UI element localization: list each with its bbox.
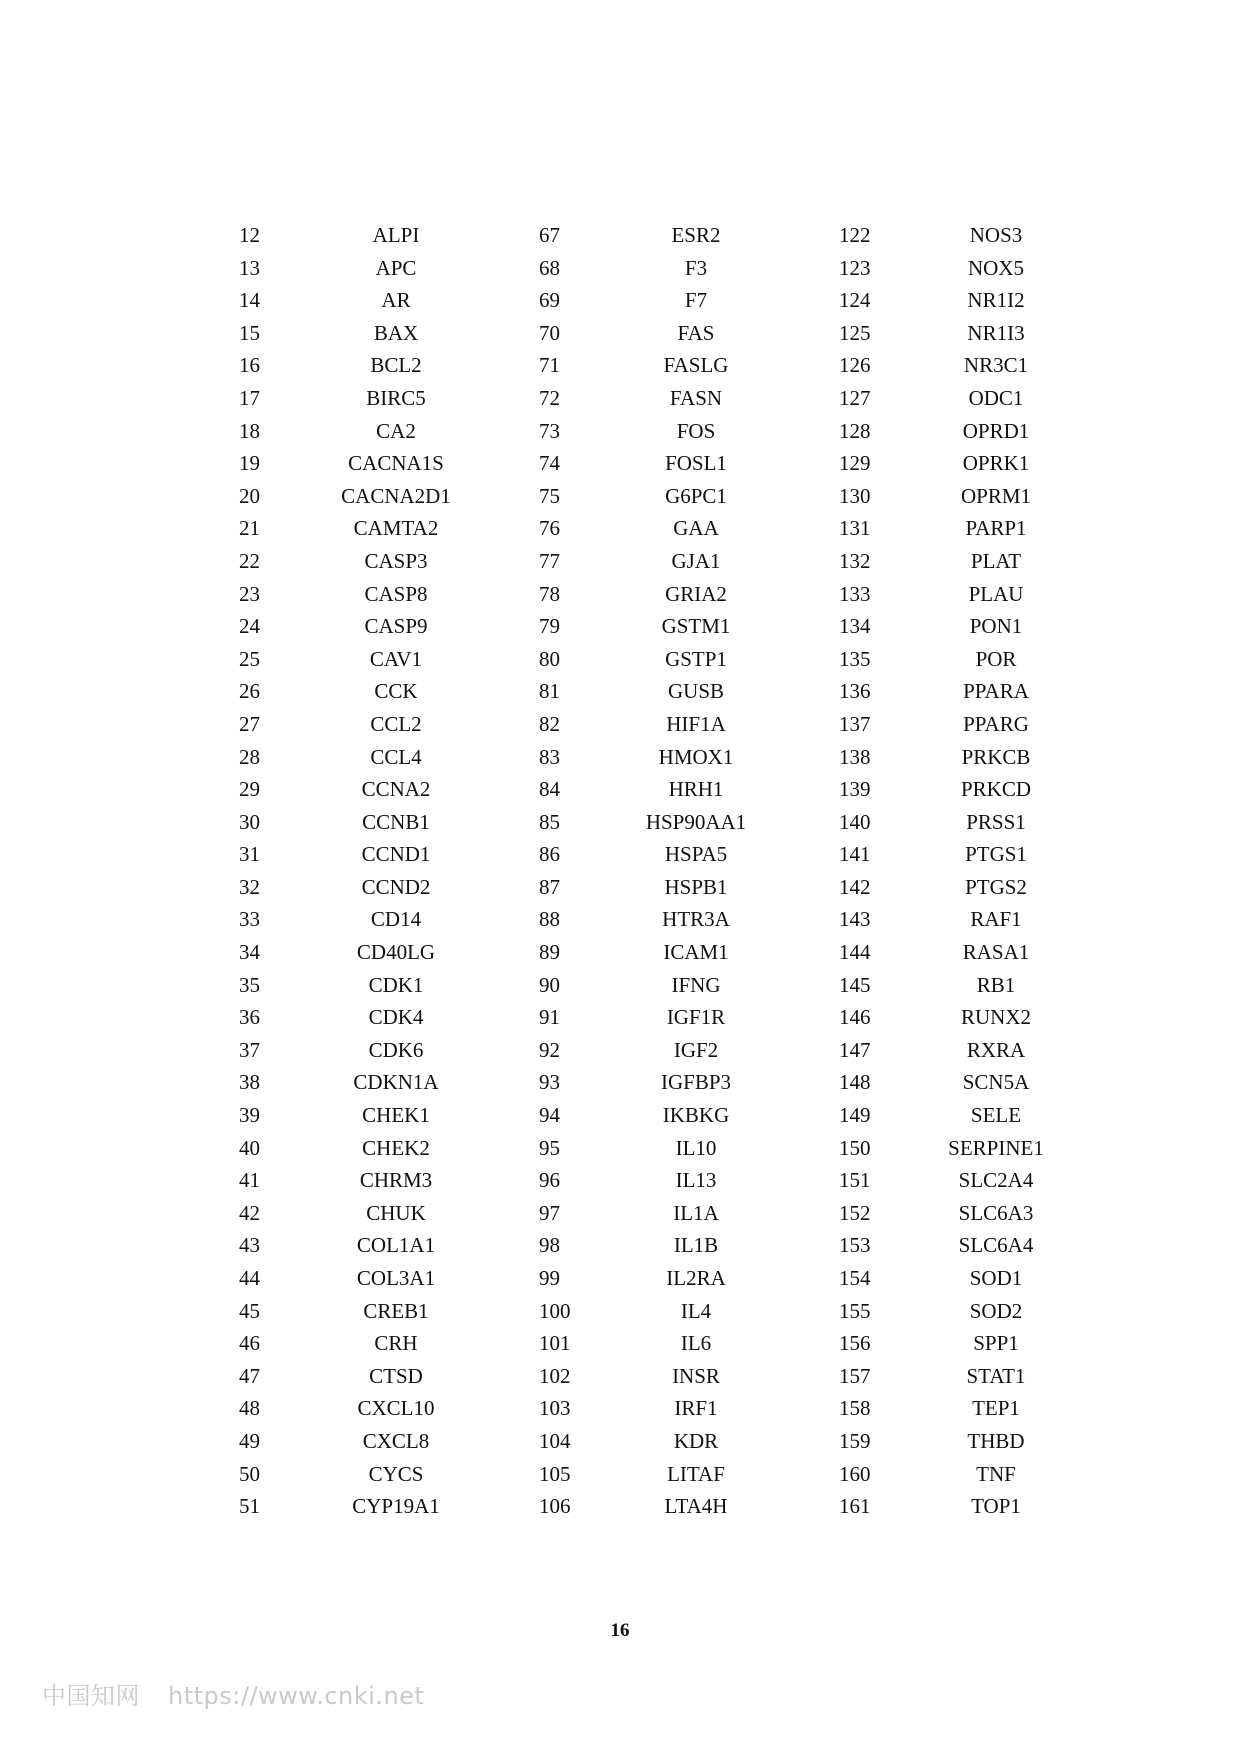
row-number-cell: 97 — [539, 1200, 560, 1225]
row-number-cell: 153 — [839, 1233, 871, 1258]
table-row — [196, 643, 1096, 676]
gene-name-cell: INSR — [672, 1363, 720, 1388]
gene-name-cell: CASP3 — [364, 548, 428, 573]
gene-name-cell: IL13 — [675, 1168, 717, 1193]
gene-name-cell: NOS3 — [969, 223, 1023, 247]
gene-name-cell: G6PC1 — [665, 483, 727, 508]
row-number-cell: 158 — [839, 1396, 871, 1421]
row-number-cell: 137 — [839, 711, 871, 736]
gene-name-cell: GRIA2 — [665, 581, 727, 606]
row-number-cell: 41 — [239, 1168, 260, 1193]
gene-name-cell: F7 — [684, 288, 708, 313]
page-number: 16 — [610, 1620, 630, 1641]
gene-name-cell: PPARG — [963, 711, 1029, 736]
gene-name-cell: SOD2 — [969, 1298, 1023, 1323]
table-row — [196, 578, 1096, 611]
row-number-cell: 35 — [239, 972, 260, 997]
row-number-cell: 80 — [539, 646, 560, 671]
row-number-cell: 48 — [239, 1396, 260, 1421]
gene-name-cell: CXCL8 — [362, 1428, 430, 1453]
row-number-cell: 50 — [239, 1461, 260, 1486]
gene-name-cell: IKBKG — [662, 1103, 730, 1128]
row-number-cell: 32 — [239, 874, 260, 899]
table-row — [196, 317, 1096, 350]
gene-name-cell: CREB1 — [363, 1298, 429, 1323]
row-number-cell: 123 — [839, 255, 871, 280]
table-row — [196, 871, 1096, 904]
row-number-cell: 82 — [539, 711, 560, 736]
row-number-cell: 152 — [839, 1200, 871, 1225]
row-number-cell: 91 — [539, 1005, 560, 1030]
gene-name-cell: RB1 — [976, 972, 1016, 997]
gene-name-cell: IGF2 — [673, 1037, 719, 1062]
gene-name-cell: CCNA2 — [361, 777, 431, 802]
gene-name-cell: SLC6A3 — [958, 1200, 1034, 1225]
row-number-cell: 19 — [239, 451, 260, 476]
row-number-cell: 49 — [239, 1428, 260, 1453]
row-number-cell: 98 — [539, 1233, 560, 1258]
gene-name-cell: CDK4 — [368, 1005, 424, 1030]
row-number-cell: 133 — [839, 581, 871, 606]
row-number-cell: 12 — [239, 223, 260, 247]
row-number-cell: 94 — [539, 1103, 560, 1128]
row-number-cell: 40 — [239, 1135, 260, 1160]
cnki-logo-text: 中国知网 — [42, 1682, 140, 1710]
gene-name-cell: ODC1 — [968, 385, 1024, 410]
row-number-cell: 13 — [239, 255, 260, 280]
table-row — [196, 447, 1096, 480]
gene-name-cell: F3 — [684, 255, 708, 280]
row-number-cell: 90 — [539, 972, 560, 997]
row-number-cell: 140 — [839, 809, 871, 834]
row-number-cell: 161 — [839, 1494, 871, 1519]
row-number-cell: 134 — [839, 614, 871, 639]
table-row — [196, 969, 1096, 1002]
gene-name-cell: GUSB — [667, 679, 725, 704]
row-number-cell: 125 — [839, 320, 871, 345]
gene-name-cell: CXCL10 — [357, 1396, 435, 1421]
table-row — [196, 349, 1096, 382]
gene-name-cell: GSTP1 — [665, 646, 727, 671]
row-number-cell: 87 — [539, 874, 560, 899]
table-row — [196, 415, 1096, 448]
row-number-cell: 124 — [839, 288, 871, 313]
gene-name-cell: CHEK2 — [362, 1135, 430, 1160]
gene-name-cell: COL3A1 — [356, 1266, 436, 1290]
gene-name-cell: CCND1 — [361, 842, 431, 867]
row-number-cell: 81 — [539, 679, 560, 704]
row-number-cell: 147 — [839, 1037, 871, 1062]
row-number-cell: 130 — [839, 483, 871, 508]
gene-name-cell: CA2 — [376, 418, 416, 443]
row-number-cell: 45 — [239, 1298, 260, 1323]
gene-name-cell: OPRM1 — [960, 483, 1032, 508]
gene-name-cell: CCND2 — [361, 874, 431, 899]
gene-name-cell: CAMTA2 — [353, 516, 439, 541]
row-number-cell: 51 — [239, 1494, 260, 1519]
gene-name-cell: CASP8 — [364, 581, 428, 606]
row-number-cell: 69 — [539, 288, 560, 313]
gene-name-cell: IL10 — [675, 1135, 717, 1160]
gene-name-cell: NOX5 — [968, 255, 1024, 280]
gene-name-cell: CASP9 — [364, 614, 428, 639]
gene-name-cell: ICAM1 — [663, 940, 729, 965]
row-number-cell: 17 — [239, 385, 260, 410]
gene-name-cell: CAV1 — [369, 646, 423, 671]
table-row — [196, 1458, 1096, 1491]
gene-name-cell: FOSL1 — [665, 451, 727, 476]
row-number-cell: 86 — [539, 842, 560, 867]
row-number-cell: 149 — [839, 1103, 871, 1128]
row-number-cell: 148 — [839, 1070, 871, 1095]
gene-name-cell: HRH1 — [668, 777, 724, 802]
gene-name-cell: PRSS1 — [966, 809, 1026, 834]
row-number-cell: 144 — [839, 940, 871, 965]
row-number-cell: 139 — [839, 777, 871, 802]
gene-name-cell: APC — [375, 255, 417, 280]
row-number-cell: 156 — [839, 1331, 871, 1356]
table-row — [196, 1066, 1096, 1099]
row-number-cell: 105 — [539, 1461, 571, 1486]
row-number-cell: 27 — [239, 711, 260, 736]
gene-name-cell: OPRK1 — [962, 451, 1030, 476]
table-row — [196, 382, 1096, 415]
row-number-cell: 71 — [539, 353, 560, 378]
gene-name-cell: CDK1 — [368, 972, 424, 997]
row-number-cell: 22 — [239, 548, 260, 573]
row-number-cell: 89 — [539, 940, 560, 965]
row-number-cell: 42 — [239, 1200, 260, 1225]
table-row — [196, 252, 1096, 285]
gene-name-cell: RXRA — [966, 1037, 1026, 1062]
row-number-cell: 145 — [839, 972, 871, 997]
table-row — [196, 1490, 1096, 1523]
row-number-cell: 20 — [239, 483, 260, 508]
row-number-cell: 29 — [239, 777, 260, 802]
table-row — [196, 1034, 1096, 1067]
row-number-cell: 126 — [839, 353, 871, 378]
gene-name-cell: HTR3A — [662, 907, 730, 932]
gene-name-cell: SERPINE1 — [948, 1135, 1044, 1160]
row-number-cell: 68 — [539, 255, 560, 280]
row-number-cell: 155 — [839, 1298, 871, 1323]
row-number-cell: 37 — [239, 1037, 260, 1062]
table-row — [196, 741, 1096, 774]
gene-name-cell: PLAT — [970, 548, 1022, 573]
row-number-cell: 67 — [539, 223, 560, 247]
row-number-cell: 151 — [839, 1168, 871, 1193]
cnki-url: https://www.cnki.net — [168, 1682, 425, 1710]
gene-name-cell: CHUK — [366, 1200, 426, 1225]
row-number-cell: 92 — [539, 1037, 560, 1062]
gene-name-cell: IRF1 — [674, 1396, 718, 1421]
row-number-cell: 143 — [839, 907, 871, 932]
row-number-cell: 136 — [839, 679, 871, 704]
row-number-cell: 39 — [239, 1103, 260, 1128]
row-number-cell: 85 — [539, 809, 560, 834]
row-number-cell: 103 — [539, 1396, 571, 1421]
gene-name-cell: CCK — [374, 679, 418, 704]
gene-name-cell: BCL2 — [370, 353, 422, 378]
gene-name-cell: CCNB1 — [362, 809, 430, 834]
gene-name-cell: NR1I2 — [967, 288, 1025, 313]
row-number-cell: 26 — [239, 679, 260, 704]
row-number-cell: 73 — [539, 418, 560, 443]
gene-name-cell: HSPA5 — [664, 842, 728, 867]
gene-name-cell: COL1A1 — [356, 1233, 436, 1258]
row-number-cell: 142 — [839, 874, 871, 899]
gene-name-cell: CTSD — [369, 1363, 423, 1388]
gene-name-cell: LITAF — [667, 1461, 725, 1486]
gene-name-cell: FASN — [669, 385, 723, 410]
row-number-cell: 79 — [539, 614, 560, 639]
row-number-cell: 21 — [239, 516, 260, 541]
gene-name-cell: SPP1 — [973, 1331, 1019, 1356]
gene-name-cell: RAF1 — [970, 907, 1022, 932]
gene-name-cell: CCL2 — [370, 711, 422, 736]
row-number-cell: 23 — [239, 581, 260, 606]
gene-name-cell: CYCS — [368, 1461, 424, 1486]
gene-name-cell: SLC2A4 — [958, 1168, 1034, 1193]
table-row — [196, 838, 1096, 871]
row-number-cell: 99 — [539, 1266, 560, 1290]
row-number-cell: 72 — [539, 385, 560, 410]
gene-name-cell: CHEK1 — [362, 1103, 430, 1128]
gene-name-cell: FAS — [677, 320, 715, 345]
cnki-watermark — [42, 1676, 424, 1711]
gene-table — [196, 219, 1096, 1523]
gene-name-cell: PTGS2 — [965, 874, 1027, 899]
gene-name-cell: OPRD1 — [962, 418, 1030, 443]
gene-name-cell: KDR — [673, 1428, 719, 1453]
gene-name-cell: IL6 — [680, 1331, 712, 1356]
gene-name-cell: GSTM1 — [661, 614, 731, 639]
gene-name-cell: NR1I3 — [967, 320, 1025, 345]
row-number-cell: 46 — [239, 1331, 260, 1356]
gene-name-cell: PTGS1 — [965, 842, 1027, 867]
gene-name-cell: IL2RA — [666, 1266, 726, 1290]
table-row — [196, 1360, 1096, 1393]
row-number-cell: 135 — [839, 646, 871, 671]
row-number-cell: 24 — [239, 614, 260, 639]
table-row — [196, 806, 1096, 839]
gene-name-cell: IL1B — [673, 1233, 719, 1258]
row-number-cell: 88 — [539, 907, 560, 932]
table-row — [196, 1262, 1096, 1295]
row-number-cell: 84 — [539, 777, 560, 802]
gene-name-cell: CRH — [374, 1331, 418, 1356]
row-number-cell: 15 — [239, 320, 260, 345]
row-number-cell: 18 — [239, 418, 260, 443]
table-row — [196, 1099, 1096, 1132]
table-row — [196, 708, 1096, 741]
row-number-cell: 160 — [839, 1461, 871, 1486]
gene-table-body — [196, 219, 1096, 1523]
gene-name-cell: TOP1 — [971, 1494, 1021, 1519]
table-row — [196, 1327, 1096, 1360]
table-row — [196, 1001, 1096, 1034]
table-row — [196, 1295, 1096, 1328]
row-number-cell: 128 — [839, 418, 871, 443]
row-number-cell: 34 — [239, 940, 260, 965]
gene-name-cell: CCL4 — [370, 744, 422, 769]
gene-name-cell: TEP1 — [972, 1396, 1020, 1421]
table-row — [196, 675, 1096, 708]
gene-name-cell: FASLG — [663, 353, 729, 378]
row-number-cell: 16 — [239, 353, 260, 378]
row-number-cell: 96 — [539, 1168, 560, 1193]
row-number-cell: 78 — [539, 581, 560, 606]
row-number-cell: 47 — [239, 1363, 260, 1388]
row-number-cell: 83 — [539, 744, 560, 769]
gene-name-cell: HIF1A — [666, 711, 726, 736]
gene-name-cell: BAX — [373, 320, 419, 345]
gene-name-cell: PPARA — [963, 679, 1029, 704]
gene-name-cell: CDKN1A — [353, 1070, 439, 1095]
row-number-cell: 159 — [839, 1428, 871, 1453]
gene-name-cell: LTA4H — [664, 1494, 728, 1519]
row-number-cell: 127 — [839, 385, 871, 410]
gene-name-cell: ALPI — [372, 223, 420, 247]
row-number-cell: 44 — [239, 1266, 260, 1290]
row-number-cell: 102 — [539, 1363, 571, 1388]
row-number-cell: 129 — [839, 451, 871, 476]
gene-name-cell: ESR2 — [671, 223, 721, 247]
row-number-cell: 154 — [839, 1266, 871, 1290]
gene-name-cell: SOD1 — [969, 1266, 1023, 1290]
row-number-cell: 157 — [839, 1363, 871, 1388]
row-number-cell: 43 — [239, 1233, 260, 1258]
table-row — [196, 284, 1096, 317]
row-number-cell: 70 — [539, 320, 560, 345]
gene-name-cell: SELE — [970, 1103, 1022, 1128]
gene-name-cell: IL1A — [673, 1200, 719, 1225]
row-number-cell: 75 — [539, 483, 560, 508]
gene-name-cell: TNF — [976, 1461, 1016, 1486]
gene-name-cell: HMOX1 — [658, 744, 734, 769]
row-number-cell: 33 — [239, 907, 260, 932]
row-number-cell: 95 — [539, 1135, 560, 1160]
gene-name-cell: CACNA1S — [348, 451, 444, 476]
gene-name-cell: IL4 — [680, 1298, 712, 1323]
gene-name-cell: CD14 — [370, 907, 422, 932]
gene-name-cell: CHRM3 — [359, 1168, 433, 1193]
row-number-cell: 138 — [839, 744, 871, 769]
table-row — [196, 219, 1096, 252]
gene-name-cell: CDK6 — [368, 1037, 424, 1062]
gene-name-cell: AR — [381, 288, 411, 313]
table-row — [196, 1229, 1096, 1262]
row-number-cell: 100 — [539, 1298, 571, 1323]
table-row — [196, 1425, 1096, 1458]
gene-name-cell: IGF1R — [666, 1005, 726, 1030]
gene-name-cell: RUNX2 — [960, 1005, 1031, 1030]
row-number-cell: 14 — [239, 288, 260, 313]
gene-name-cell: CYP19A1 — [352, 1494, 440, 1519]
row-number-cell: 132 — [839, 548, 871, 573]
gene-name-cell: STAT1 — [966, 1363, 1026, 1388]
gene-name-cell: THBD — [967, 1428, 1025, 1453]
gene-name-cell: PRKCB — [961, 744, 1031, 769]
row-number-cell: 77 — [539, 548, 560, 573]
gene-name-cell: IFNG — [671, 972, 721, 997]
gene-name-cell: GJA1 — [671, 548, 721, 573]
table-row — [196, 512, 1096, 545]
gene-name-cell: RASA1 — [962, 940, 1030, 965]
table-row — [196, 1197, 1096, 1230]
row-number-cell: 74 — [539, 451, 560, 476]
gene-name-cell: HSP90AA1 — [645, 809, 747, 834]
row-number-cell: 122 — [839, 223, 871, 247]
gene-name-cell: POR — [975, 646, 1017, 671]
gene-name-cell: GAA — [673, 516, 719, 541]
row-number-cell: 106 — [539, 1494, 571, 1519]
table-row — [196, 545, 1096, 578]
table-row — [196, 610, 1096, 643]
gene-name-cell: CD40LG — [356, 940, 436, 965]
row-number-cell: 28 — [239, 744, 260, 769]
row-number-cell: 141 — [839, 842, 871, 867]
gene-name-cell: SCN5A — [962, 1070, 1030, 1095]
gene-name-cell: PON1 — [969, 614, 1023, 639]
gene-name-cell: FOS — [676, 418, 716, 443]
row-number-cell: 36 — [239, 1005, 260, 1030]
row-number-cell: 104 — [539, 1428, 571, 1453]
row-number-cell: 25 — [239, 646, 260, 671]
gene-name-cell: SLC6A4 — [958, 1233, 1034, 1258]
table-row — [196, 1132, 1096, 1165]
table-row — [196, 936, 1096, 969]
row-number-cell: 76 — [539, 516, 560, 541]
table-row — [196, 903, 1096, 936]
row-number-cell: 30 — [239, 809, 260, 834]
row-number-cell: 31 — [239, 842, 260, 867]
table-row — [196, 773, 1096, 806]
row-number-cell: 146 — [839, 1005, 871, 1030]
gene-name-cell: PLAU — [968, 581, 1024, 606]
row-number-cell: 93 — [539, 1070, 560, 1095]
table-row — [196, 1392, 1096, 1425]
row-number-cell: 131 — [839, 516, 871, 541]
gene-name-cell: IGFBP3 — [660, 1070, 732, 1095]
gene-name-cell: CACNA2D1 — [341, 483, 451, 508]
gene-name-cell: PARP1 — [965, 516, 1027, 541]
gene-name-cell: NR3C1 — [963, 353, 1029, 378]
gene-name-cell: HSPB1 — [664, 874, 728, 899]
gene-name-cell: BIRC5 — [366, 385, 426, 410]
row-number-cell: 101 — [539, 1331, 571, 1356]
row-number-cell: 38 — [239, 1070, 260, 1095]
gene-name-cell: PRKCD — [960, 777, 1032, 802]
row-number-cell: 150 — [839, 1135, 871, 1160]
table-row — [196, 1164, 1096, 1197]
table-row — [196, 480, 1096, 513]
